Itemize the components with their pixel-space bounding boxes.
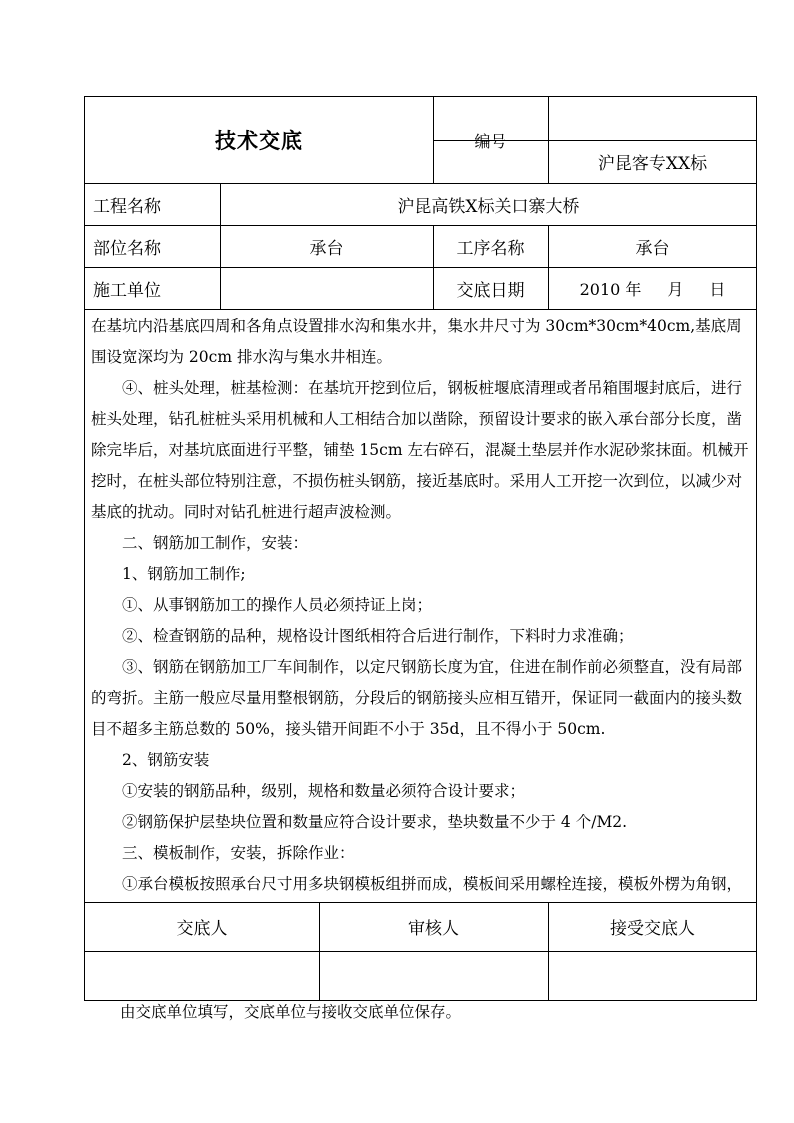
number-value[interactable] bbox=[548, 97, 757, 140]
disclosure-form bbox=[84, 96, 757, 1001]
content-paragraph: ②钢筋保护层垫块位置和数量应符合设计要求，垫块数量不少于 4 个/M2. bbox=[122, 813, 628, 831]
document-title: 技术交底 bbox=[215, 128, 303, 153]
part-name-label: 部位名称 bbox=[93, 238, 161, 259]
date-day: 日 bbox=[709, 279, 726, 299]
number-label: 编号 bbox=[474, 131, 507, 151]
content-paragraph: ③、钢筋在钢筋加工厂车间制作，以定尺钢筋长度为宜，住进在制作前必须整直，没有局部的弯折。主筋一般应尽量用整根钢筋，分段后的钢筋接头应相互错开，保证同一截面内的接头数目不超多主筋总数的 50%，接头错开间距不小于 35d，且不得小于 50cm. bbox=[91, 658, 743, 738]
content-paragraph: 2、钢筋安装 bbox=[122, 751, 210, 769]
content-paragraph: ①安装的钢筋品种，级别，规格和数量必须符合设计要求； bbox=[122, 782, 526, 800]
process-name-label: 工序名称 bbox=[456, 238, 525, 259]
divider bbox=[85, 309, 757, 310]
content-paragraph: 在基坑内沿基底四周和各角点设置排水沟和集水井，集水井尺寸为 30cm*30cm*40cm,基底周围设宽深均为 20cm 排水沟与集水井相连。 bbox=[91, 317, 742, 366]
part-name-value: 承台 bbox=[309, 238, 344, 259]
project-name-value: 沪昆高铁X标关口寨大桥 bbox=[397, 196, 580, 217]
content-paragraph: ②、检查钢筋的品种，规格设计图纸相符合后进行制作，下料时力求准确； bbox=[122, 627, 634, 645]
reviewer-label: 审核人 bbox=[408, 919, 459, 939]
footnote: 由交底单位填写，交底单位与接收交底单位保存。 bbox=[120, 1003, 462, 1021]
project-name-label: 工程名称 bbox=[93, 196, 161, 217]
construction-unit-value[interactable] bbox=[220, 267, 433, 309]
date-year: 2010 年 bbox=[579, 279, 642, 299]
date-label: 交底日期 bbox=[456, 280, 525, 301]
content-paragraph: ④、桩头处理，桩基检测：在基坑开挖到位后，钢板桩堰底清理或者吊箱围堰封底后，进行桩头处理，钻孔桩桩头采用机械和人工相结合加以凿除，预留设计要求的嵌入承台部分长度，凿除完毕后，对基坑底面进行平整，铺垫 15cm 左右碎石，混凝土垫层并作水泥砂浆抹面。机械开挖时，在桩头部位特别注意，不损伤桩头钢筋，接近基底时。采用人工开挖一次到位，以减少对基底的扰动。同时对钻孔桩进行超声波检测。 bbox=[91, 379, 749, 521]
content-paragraph: 三、模板制作，安装，拆除作业： bbox=[122, 844, 355, 862]
project-code: 沪昆客专XX标 bbox=[597, 154, 708, 174]
construction-unit-label: 施工单位 bbox=[93, 280, 161, 301]
content-paragraph: ①承台模板按照承台尺寸用多块钢模板组拼而成，模板间采用螺栓连接，模板外楞为角钢， bbox=[122, 875, 743, 893]
date-month: 月 bbox=[667, 279, 684, 299]
receiver-label: 接受交底人 bbox=[610, 919, 695, 939]
presenter-signature-field[interactable] bbox=[85, 951, 319, 1000]
reviewer-signature-field[interactable] bbox=[319, 951, 548, 1000]
receiver-signature-field[interactable] bbox=[548, 951, 757, 1000]
process-name-value: 承台 bbox=[635, 238, 670, 259]
date-value bbox=[548, 267, 757, 309]
content-paragraph: ①、从事钢筋加工的操作人员必须持证上岗； bbox=[122, 596, 433, 614]
disclosure-content bbox=[91, 311, 753, 900]
content-paragraph: 1、钢筋加工制作; bbox=[122, 565, 246, 583]
presenter-label: 交底人 bbox=[176, 919, 228, 939]
content-paragraph: 二、钢筋加工制作，安装： bbox=[122, 534, 309, 552]
